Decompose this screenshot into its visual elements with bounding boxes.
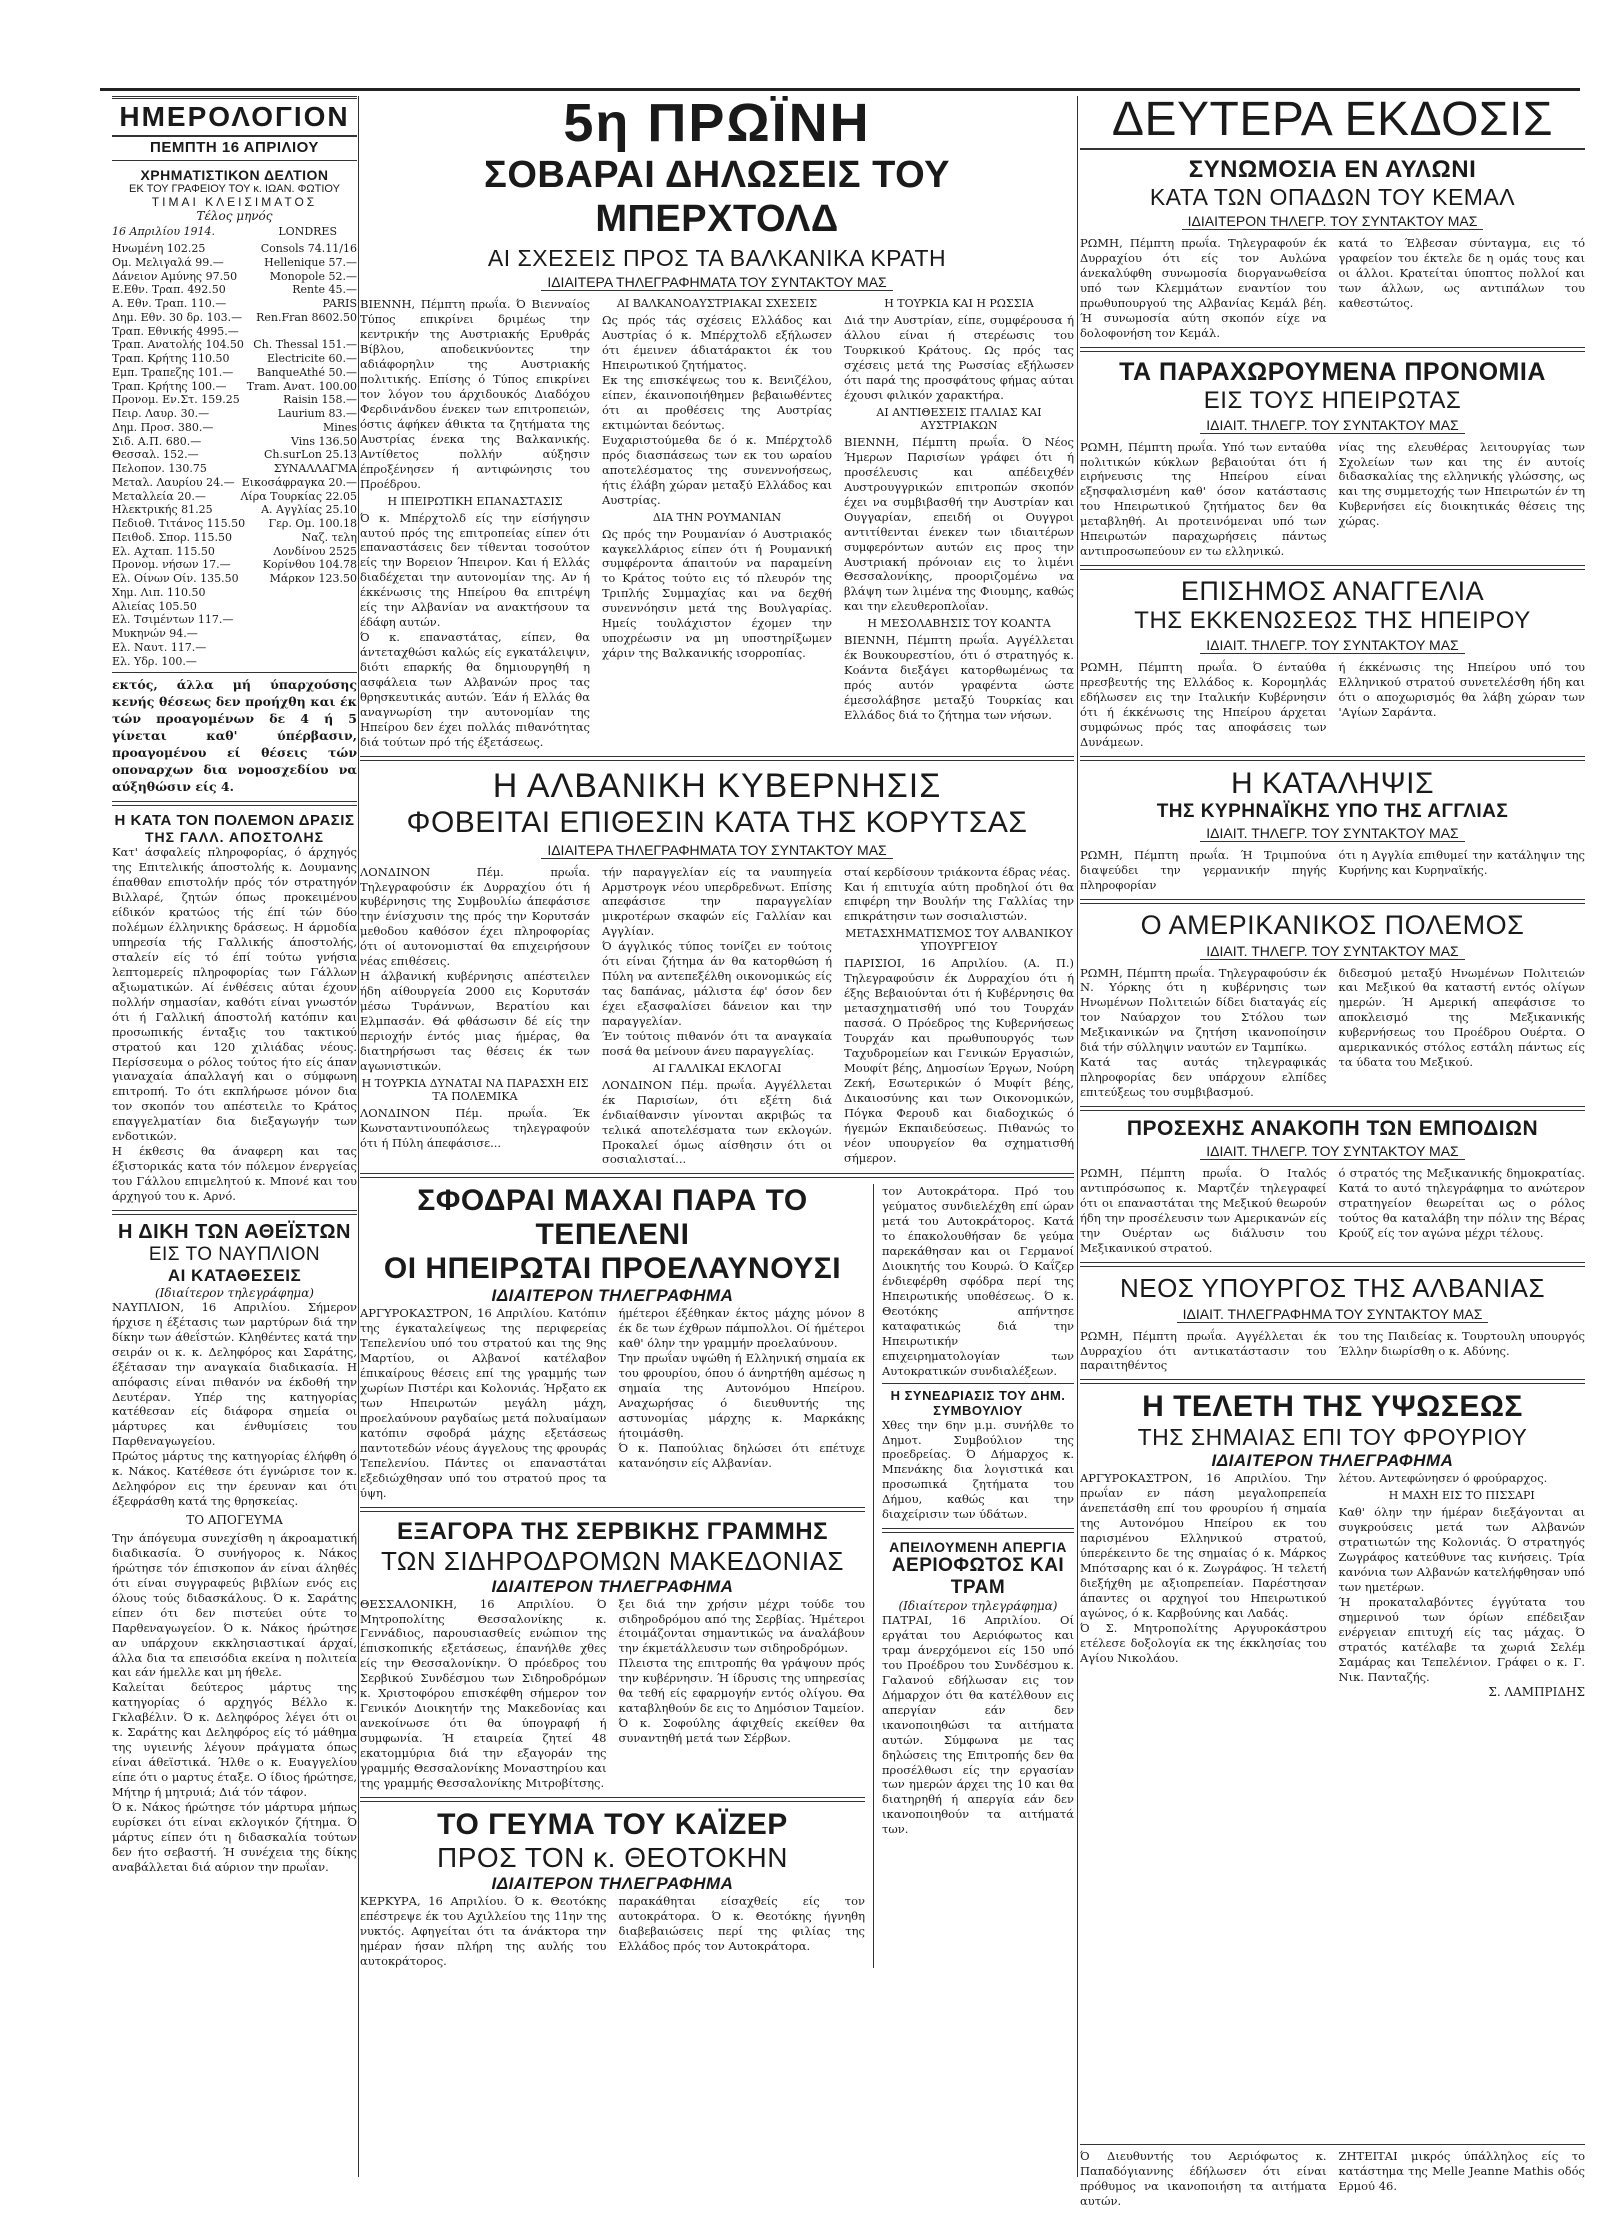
- american-war-text-1: ΡΩΜΗ, Πέμπτη πρωΐα. Τηλεγραφούσιν έκ Ν. Υόρκης ότι η κυβέρνησις των Ηνωμένων Πολιτειών δίδει διαταγάς είς τον Ναύαρχον του Στόλου των Μεξικανικών να ζητήση ικανοποίησιν διά τήν σύλληψιν ναυτών εν Ταμπίκω.: [1080, 965, 1327, 1055]
- headline-capture-2: ΤΗΣ ΚΥΡΗΝΑΪΚΗΣ ΥΠΟ ΤΗΣ ΑΓΓΛΙΑΣ: [1156, 800, 1509, 822]
- afternoon-text-3: Ό κ. Νάκος ήρώτησε τόν μάρτυρα μήπως ευρίσκει ότι είναι εκλογικόν ζήτημα. Ό μάρτυς είπεν ότι η διδασκαλία τούτων δεν ήτο σεβαστή. Ή συνέχεια της δίκης αναβάλλεται διά αύριον την πρωΐαν.: [112, 1799, 357, 1874]
- top-rule: [100, 88, 1580, 91]
- council-text: Χθες την 6ην μ.μ. συνήλθε το Δημοτ. Συμβούλιον της προεδρείας. Ό Δήμαρχος κ. Μπενάκης δια λογιστικά και προσωπικά ζητήματα του Δήμου, καθώς και την διαχείρισιν των ύδάτων.: [882, 1417, 1074, 1522]
- headline-new-minister: ΝΕΟΣ ΥΠΟΥΡΓΟΣ ΤΗΣ ΑΛΒΑΝΙΑΣ: [1119, 1272, 1546, 1303]
- stock-left: Αλιείας 105.50: [112, 599, 197, 613]
- stock-row: [112, 476, 357, 490]
- bulletin-sub2: ΤΙΜΑΙ ΚΛΕΙΣΙΜΑΤΟΣ: [151, 195, 318, 209]
- stock-left: Ομ. Μελιγαλά 99.—: [112, 255, 224, 269]
- stock-right: Consols 74.11/16: [260, 242, 357, 255]
- tepeleni-text-2: ήμέτεροι έξέθηκαν έκτος μάχης μόνον 8 έκ δε των έχθρων πάμπολλοι. Οί ήμέτεροι καθ' όλην την γραμμήν προελαύνουν.: [618, 1306, 865, 1351]
- headline-obstacles: ΠΡΟΣΕΧΗΣ ΑΝΑΚΟΠΗ ΤΩΝ ΕΜΠΟΔΙΩΝ: [1126, 1116, 1539, 1140]
- stock-left: Χημ. Λιπ. 110.50: [112, 585, 206, 599]
- headline-conspiracy: ΣΥΝΩΜΟΣΙΑ ΕΝ ΑΥΛΩΝΙ: [1188, 156, 1477, 183]
- flag-text-2: Ό Σ. Μητροπολίτης Αργυροκάστρου ετέλεσε δοξολογία εκ της έκκλησίας του Αγίου Νικολάου.: [1080, 1620, 1327, 1665]
- romania-text: Ως πρός την Ρουμανίαν ό Αυστριακός καγκελλάριος είπεν ότι ή Ρουμανική συμφέροντα άπαιτούν να παραμείνη το Κράτος τούτο εις τό πλευρόν της Τριπλής Συμμαχίας και να δεχθή συνεννόησιν μετά της Βουλγαρίας. Ημείς τουλάχιστον έχομεν την υποχρέωσιν να μη υποστηρίξωμεν χάριν της Βαλκανικής ισορροπίας.: [602, 526, 832, 661]
- stock-left: Μυκηνών 94.—: [112, 627, 198, 640]
- afternoon-text: Την άπόγευμα συνεχίσθη η άκροαματική διαδικασία. Ό συνήγορος κ. Νάκος ήρώτησε τόν έπισκοπον άν είναι άληθές ότι είναι συγγραφεύς βιβλίων ενός εις όλους τούς διδασκάλους. Ό κ. Σαράτης είπεν ότι δεν πιστεύει ούτε το Παρθεναγωγείον. Ό κ. Νάκος ήρώτησε αν υπάρχουν εκκλησιαστικαί άρχαί, άλλα δια τα επεισόδια εκείνα η πολιτεία και εάν ήμελλε και μη ήθελε.: [112, 1531, 357, 1680]
- headline-privileges-sub: ΙΔΙΑΙΤ. ΤΗΛΕΓΡ. ΤΟΥ ΣΥΝΤΑΚΤΟΥ ΜΑΣ: [1200, 417, 1464, 434]
- trial-text-2: Πρώτος μάρτυς της κατηγορίας έλήφθη ό κ. Νάκος. Κατέθεσε ότι έγνώρισε τον κ. Δεληφόρον εις την έρευναν και ότι έξεφράσθη κατά της θρησκείας.: [112, 1449, 357, 1509]
- headline-tepeleni-2: ΟΙ ΗΠΕΙΡΩΤΑΙ ΠΡΟΕΛΑΥΝΟΥΣΙ: [383, 1252, 842, 1286]
- strike-text: ΠΑΤΡΑΙ, 16 Απριλίου. Οί εργάται του Αεριόφωτος και τραμ άνερχόμενοι είς 150 υπό του Προέδρου του Συνδέσμου κ. Γαλανού εδήλωσαν εις τον Δήμαρχον ότι θα κατέλθουν εις απεργίαν εάν δεν ικανοποιηθώσι τα αιτήματα αυτών. Σύμφωνα με τας δηλώσεις της Επιτροπής δεν θα προσέλθωσι είς την εργασίαν των ημερών άρχει της 10 και θα διατηρηθή ή απεργία εάν δεν ικανοποιηθούν τα αιτήματά των.: [882, 1613, 1074, 1837]
- railway-text-1: ΘΕΣΣΑΛΟΝΙΚΗ, 16 Απριλίου. Ό Μητροπολίτης Θεσσαλονίκης κ. Γεννάδιος, παρουσιασθείς ενώπιον της έπισκοπικής εξετάσεως, έπανήλθε χθες είς την Θεσσαλονίκην. Ό πρόεδρος του Σερβικού Συνδέσμου των Σιδηροδρόμων κ. Χριστοφόρου επισκέφθη σήμερον τον Γενικόν Διοικητήν της Μακεδονίας και ανεκοίνωσε ότι θα ύπογραφή ή συμφωνία. Ή εταιρεία ζητεί 48 εκατομμύρια διά την εξαγοράν της γραμμής Θεσσαλονίκης Μοναστηρίου και της γραμμής Θεσσαλονίκης Μιτροβίτσης.: [360, 1596, 607, 1790]
- stock-row: [112, 490, 357, 504]
- berchtold-text-2: Ό κ. Μπέρχτολδ είς την είσήγησιν αυτού πρός της επιτροπείας είπεν ότι επαναστάσεις δεν τίθενται τοσούτον είς την Βορειον Ήπειρον. Και ή Ελλάς διαδέχεται την αυτονομίαν της. Αν ή έκκένωσις της Ηπείρου θα επιτρέψη είς την Αλβανίαν να ανακτήσουν τα έδάφη αυτών.: [360, 510, 590, 630]
- american-war-text-3: διδεσμού μεταξύ Ηνωμένων Πολιτειών και Μεξικού θα καταστή εντός ολίγων ημερών. Ή Αμερική απεφάσισε το αποκλεισμό της Μεξικανικής κυβερνήσεως του Προέδρου Ουέρτα. Ο αμερικανικός στόλος εστάλη πάντως είς τα ύδατα του Μεξικού.: [1338, 965, 1585, 1070]
- socialists-text: σταί κερδίσουν τριάκοντα έδρας νέας.: [844, 864, 1071, 879]
- stock-row: [112, 435, 357, 449]
- stock-row: [112, 531, 357, 545]
- capture-text-2: ότι η Αγγλία επιθυμεί την κατάληψιν της Κυρήνης και Κυρηναϊκής.: [1338, 847, 1585, 877]
- obstacles-text-2: ό στρατός της Μεξικανικής δημοκρατίας. Κατά το αυτό τηλεγράφημα το ανώτερον στρατηγείον θεωρείται ως ο ρόλος τούτος θα καταλάβη την πόλιν της Βέρας Κρούζ είς τον αγώνα μέχρι τέλους.: [1338, 1165, 1585, 1240]
- turkey-naval-text: ΛΟΝΔΙΝΟΝ Πέμ. πρωΐα. Έκ Κωνσταντινουπόλεως τηλεγραφούν ότι ή Πύλη άπεφάσισε...: [360, 1105, 590, 1150]
- turkey-naval-heading: Η ΤΟΥΡΚΙΑ ΔΥΝΑΤΑΙ ΝΑ ΠΑΡΑΣΧΗ ΕΙΣ ΤΑ ΠΟΛΕΜΙΚΑ: [361, 1076, 589, 1103]
- naval-order-text-3: Έν τούτοις πιθανόν ότι τα αναγκαία ποσά θα μείνουν άνευ παραγγελίας.: [602, 1028, 832, 1058]
- italy-austria-text: ΒΙΕΝΝΗ, Πέμπτη πρωΐα. Ό Νέος Ήμερων Παρισίων γράφει ότι ή προσέλευσις και απέδειχθέν Αυστρουγγρικών επιτροπών σκοπόν έχει να συμβιβασθή την Αυστρίαν και Ουγγαρίαν, επειδή οι Ουγγροι αντιτίθενται ένεκεν των ιδιαιτέρων συμφερόντων αυτών εις προς την Αυστριακή πρόνοιαν εις το λιμένι Θεσσαλονίκης, προοριζομένω να βλάψη των λιμένα της Φιουμης, καθώς και την ελευθεροπλοΐαν.: [844, 435, 1074, 614]
- stock-left: Σιδ. Α.Π. 680.—: [112, 434, 202, 448]
- stock-row: [112, 393, 357, 407]
- stock-row: [112, 627, 357, 641]
- stock-row: [112, 256, 357, 270]
- edition-title: 5η ΠΡΩΪΝΗ: [563, 96, 871, 153]
- middle-column: [360, 96, 1074, 2177]
- albania-text-1: ΛΟΝΔΙΝΟΝ Πέμ. πρωΐα. Τηλεγραφούσιν έκ Δυρραχίου ότι ή κυβέρνησις της Συμβουλίω άπεφάσισε την ένίσχυσιν της πρός την Κορυτσάν μεθοδου καθόσον έχει πληροφορίας ότι οί αυτονομισταί θα επιχειρήσουν νέας επιθέσεις.: [360, 864, 590, 969]
- evacuation-text-2: ή έκκένωσις της Ηπείρου υπό του Ελληνικού στρατού συνετελέσθη ήδη και ότι ο αποχωρισμός θα λάβη χώραν των 'Αγίων Σαράντα.: [1338, 660, 1585, 719]
- stock-left: Ελ. Υδρ. 100.—: [112, 654, 197, 668]
- privileges-text-2: νίας της ελευθέρας λειτουργίας των Σχολείων των και της έν αυτοίς διδασκαλίας της ελληνικής γλώσσης, ως και της συμμετοχής των Ηπειρωτών έν τη Κυβερνήσει είς διοικητικάς θέσεις της χώρας.: [1338, 439, 1585, 529]
- stock-right: Laurium 83.—: [277, 407, 357, 420]
- stock-left: Μεταλλεία 20.—: [112, 489, 206, 503]
- headline-kaiser: ΤΟ ΓΕΥΜΑ ΤΟΥ ΚΑΪΖΕΡ: [437, 1807, 788, 1841]
- headline-evacuation: ΕΠΙΣΗΜΟΣ ΑΝΑΓΓΕΛΙΑ: [1180, 576, 1485, 607]
- war-action-text-2: Η έκθεσις θα άναφερη και τας έξιστορικάς κατα τόν πόλεμον ένεργείας του Γάλλου επιμελητού κ. Μπονέ και του άρχηγού του κ. Αρνό.: [112, 1144, 357, 1203]
- tepeleni-text-4: Ό κ. Παπούλιας δηλώσει ότι επέτυχε κατανόησιν είς Αλβανίαν.: [618, 1440, 865, 1470]
- stock-right: ΣΥΝΑΛΛΑΓΜΑ: [273, 462, 357, 475]
- stock-right: Α. Αγγλίας 25.10: [261, 503, 357, 517]
- flag-text-3: λέτου. Αντεφώνησεν ό φρούραρχος.: [1338, 1471, 1548, 1486]
- stock-table: [112, 242, 357, 668]
- headline-war-action: Η ΚΑΤΑ ΤΟΝ ΠΟΛΕΜΟΝ ΔΡΑΣΙΣ: [114, 812, 355, 830]
- stock-left: Ελ. Οίνων Οίν. 135.50: [112, 572, 239, 585]
- headline-council: Η ΣΥΝΕΔΡΙΑΣΙΣ ΤΟΥ ΔΗΜ. ΣΥΜΒΟΥΛΙΟΥ: [890, 1387, 1066, 1418]
- french-elections-heading: ΑΙ ΓΑΛΛΙΚΑΙ ΕΚΛΟΓΑΙ: [652, 1061, 782, 1075]
- evacuation-text-1: ΡΩΜΗ, Πέμπτη πρωΐα. Ό ένταύθα πρεσβευτής της Ελλάδος κ. Κορομηλάς εδήλωσεν εις την Ιταλικήν Κυβέρνησιν ότι ή έκκένωσις της Ηπείρου άρχεται συμφώνως πρός τας αποφάσεις των Δυνάμεων.: [1080, 660, 1327, 749]
- stock-left: Ε.Εθν. Τραπ. 492.50: [112, 283, 226, 297]
- french-elections-text: ΛΟΝΔΙΝΟΝ Πέμ. πρωΐα. Αγγέλλεται έκ Παρισίων, ότι εξέτη διά ένδιαίθανσιν γίνονται ακριβώς τα τελικά αποτελέσματα των εκλογών. Προκαλεί όμως αίσθησιν ότι οι σοσιαλισταί...: [602, 1077, 832, 1167]
- naval-order-text-2: Ό άγγλικός τύπος τονίζει εν τούτοις ότι είναι ζήτημα άν θα κατορθώση ή Πύλη να αντεπεξέλθη οικονομικώς είς τας δαπάνας, μάλιστα έφ' όσον δεν έχει εξασφαλίσει δάνειον και την παραγγελίαν.: [602, 939, 832, 1028]
- stock-row: [112, 572, 357, 586]
- stock-right: Tram. Aνατ. 100.00: [246, 379, 357, 393]
- stock-row: [112, 655, 357, 669]
- stock-row: [112, 380, 357, 394]
- kaiser-continued-text: τον Αυτοκράτορα. Πρό του γεύματος συνδιελέχθη επί ώραν μετά του Αυτοκράτορος. Κατά το έπακολουθήσαν δε γεύμα παρεκάθησαν και οι Γερμανοί Διοικητής του Κουρώ. Ό Καΐζερ ένδιεφέρθη σφόδρα περί της Ηπειρωτικής υποθέσεως. Ό κ. Θεοτόκης απήντησε καταφατικώς διά την Ηπειρωτικήν επιχειρηματολογίαν των Αυτοκρατικών συνδιαλέξεων.: [882, 1184, 1074, 1378]
- stock-left: Εμπ. Τραπεζης 101.—: [112, 365, 234, 379]
- stock-right: Raisin 158.—: [283, 393, 357, 407]
- stock-right: Λίρα Τουρκίας 22.05: [240, 489, 357, 503]
- privileges-text-1: ΡΩΜΗ, Πέμπτη πρωΐα. Υπό των ενταύθα πολιτικών κύκλων βεβαιούται ότι ή ειρήνευσις της Ηπείρου είναι εξησφαλισμένη καθ' όσον κατάστασις του Ηπειρωτικού ζητήματος δεν θα μεταβληθή. Αι προτεινόμεναι υπό των Ηπειρωτών παραχωρήσεις πάντως αντιπροσωπεύουν εν τω ελληνικώ.: [1080, 439, 1327, 559]
- albanian-cabinet-text: ΠΑΡΙΣΙΟΙ, 16 Απριλίου. (Α. Π.) Τηλεγραφούσιν έκ Δυρραχίου ότι ή έξης Βεβαιούνται ότι ή Κυβέρνησις θα μετασχηματισθή υπό του Τουρχάν πασσά. Ο Πρόεδρος της Κυβερνήσεως Τουρχάν και πρωθυπουργός των Ταχυδρομείων και Γενικών Εργασιών, Μουφίτ βέης, Δημοσίων Έργων, Νούρη Ζεκή, Εσωτερικών ό Μυφίτ βέης, Δικαιοσύνης και των Οικονομικών, Πόγκα Φερουδ και διαδοχικώς ό ήγεμών Εκπαιδεύσεως. Πιθανώς το νέον υπουργείον θα σχηματισθή σήμερον.: [844, 956, 1074, 1165]
- conspiracy-text-1: ΡΩΜΗ, Πέμπτη πρωΐα. Τηλεγραφούν έκ Δυρραχίου ότι είς τον Αυλώνα άνεκαλύφθη συνωμοσία διοργανωθείσα υπό των Κλεμμάτων εναντίον του πρωθυπουργού της Αλβανίας Κεμάλ βέη. Ή συνωμοσία αύτη σκοπόν είχε να δολοφονήση τον Κεμάλ.: [1080, 236, 1327, 340]
- war-action-text: Κατ' άσφαλείς πληροφορίας, ό άρχηγός της Επιτελικής άποστολής κ. Δουμανης έπαθθαν επιστολήν πρός τόν στρατηγόν Βιλλαρέ, ζητών όπως προκειμένου είδικόν κρατώος τής έπί τών δύο πολέμων έλληνικης δράσεως. Η άρμοδία υπηρεσία τής Γαλλικής άποστολής, σταλείν είς τό έπί τούτω γνήσια λεπτομερείς πληροφορίας των Γάλλων αξιωματικών. Αί ένθέσεις αύται έχουν πολλήν σημασίαν, καθότι είναι γνωστόν ότι ή Γαλλική άποστολή κατόπιν και προσωπικής ένταξις του τακτικού στρατού και 120 χιλιάδας νέους. Περίσσευμα ο ρόλος τούτος ήτο είς άπαν γιαναχαία άπαλλαγή και ο σύμφωνη επιτροπή. Το ότι εκπλήρωσε μόνον δια τον σκοπόν του απέστειλε το Κράτος επαγγελματίαν δια διεξαγωγήν των ενδοτικών.: [112, 845, 357, 1144]
- second-edition-title: ΔΕΥΤΕΡΑ ΕΚΔΟΣΙΣ: [1080, 96, 1585, 150]
- kaiser-text-2: παρακάθηται είσαχθείς είς τον αυτοκράτορα. Ό κ. Θεοτόκης ήγνηθη διαβεβαιώσεις περί της φιλίας της Ελλάδος πρός τον Αυτοκράτορα.: [618, 1893, 865, 1953]
- headline-strike: ΑΠΕΙΛΟΥΜΕΝΗ ΑΠΕΡΓΙΑ: [889, 1539, 1067, 1556]
- railway-text-2: ξει διά την χρήσιν μέχρι τούδε του σιδηροδρόμου από της Σερβίας. Ήμέτεροι έτοιμάζονται σημαντικώς να άναλάβουν την έκμετάλλευσιν των σιδηροδρόμων.: [618, 1596, 865, 1656]
- flag-text-1: ΑΡΓΥΡΟΚΑΣΤΡΟΝ, 16 Απριλίου. Την πρωΐαν εν πάση μεγαλοπρεπεία άνεπετάσθη επί του φρουρίου ή σημαία της Αυτονόμου Ηπείρου εκ του παρισμένου Ελληνικού στρατού, ύπερέκειντο δε της σημαίας ό κ. Μάρκος Μπότσαρης και ό κ. Ζωγράφος. Ή τελετή διεξήχθη με αξιοπρεπείαν. Παρέστησαν άπαντες οι αρχηγοί του Ηπειρωτικού αγώνος, ό κ. Καρβούνης και Λαδάς.: [1080, 1471, 1327, 1620]
- bottom-ads: [1080, 2140, 1585, 2209]
- stock-right: PARIS: [322, 297, 357, 310]
- stock-right: Vins 136.50: [291, 434, 357, 448]
- headline-trial-2: ΕΙΣ ΤΟ ΝΑΥΠΛΙΟΝ: [148, 1243, 321, 1265]
- headline-railway-sub: ΙΔΙΑΙΤΕΡΟΝ ΤΗΛΕΓΡΑΦΗΜΑ: [491, 1576, 734, 1596]
- stock-left: Προνομ. νήσων 17.—: [112, 558, 231, 572]
- turkey-russia-heading: Η ΤΟΥΡΚΙΑ ΚΑΙ Η ΡΩΣΣΙΑ: [884, 297, 1034, 311]
- right-column: [1080, 96, 1585, 2177]
- railway-text-4: Ό κ. Σοφούλης άφιχθείς εκείθεν θα συναντηθή μετά των Σέρβων.: [618, 1716, 865, 1745]
- conspiracy-text-2: κατά το Έλβεσαν σύνταγμα, εις τό γραφείον του έκτελε δε η ομάς τους και οι άλλοι. Κρατείται ύποπτος πολλοί και των άλλων, ως αντιπάλων του καθεστώτος.: [1338, 236, 1585, 310]
- headline-albanian-govt-2: ΦΟΒΕΙΤΑΙ ΕΠΙΘΕΣΙΝ ΚΑΤΑ ΤΗΣ ΚΟΡΥΤΣΑΣ: [406, 805, 1028, 839]
- stock-left: Τραπ. Εθνικής 4995.—: [112, 324, 239, 338]
- headline-conspiracy-sub: ΙΔΙΑΙΤΕΡΟΝ ΤΗΛΕΓΡ. ΤΟΥ ΣΥΝΤΑΚΤΟΥ ΜΑΣ: [1182, 213, 1484, 230]
- headline-capture-sub: ΙΔΙΑΙΤ. ΤΗΛΕΓΡ. ΤΟΥ ΣΥΝΤΑΚΤΟΥ ΜΑΣ: [1200, 825, 1464, 842]
- stock-row: [112, 586, 357, 600]
- italy-austria-heading: ΑΙ ΑΝΤΙΘΕΣΕΙΣ ΙΤΑΛΙΑΣ ΚΑΙ ΑΥΣΤΡΙΑΚΩΝ: [876, 406, 1042, 432]
- pissari-battle-heading: Η ΜΑΧΗ ΕΙΣ ΤΟ ΠΙΣΣΑΡΙ: [1388, 1489, 1535, 1503]
- stock-left: Πελοπον. 130.75: [112, 462, 207, 475]
- date-line: ΠΕΜΠΤΗ 16 ΑΠΡΙΛΙΟΥ: [112, 137, 357, 161]
- stock-row: [112, 448, 357, 462]
- capture-text-1: ΡΩΜΗ, Πέμπτη πρωΐα. Ή Τριμπούνα διαψεύδει την γερμανικήν πηγής πληροφορίαν: [1080, 847, 1327, 892]
- stock-right: Hellenique 57.—: [264, 255, 357, 269]
- headline-tepeleni-sub: ΙΔΙΑΙΤΕΡΟΝ ΤΗΛΕΓΡΑΦΗΜΑ: [491, 1286, 734, 1306]
- balkan-text-2: Εκ της επισκέψεως του κ. Βενιζέλου, είπεν, έκαινοποιήθημεν βεβαιωθέντες ότι αι προθέσεις της Αυστρίας εκτιμώνται δεόντως.: [602, 373, 832, 432]
- bulletin-sub: ΕΚ ΤΟΥ ΓΡΑΦΕΙΟΥ ΤΟΥ κ. ΙΩΑΝ. ΦΩΤΙΟΥ: [129, 183, 340, 195]
- stock-row: [112, 242, 357, 256]
- balkan-text-1: Ως πρός τάς σχέσεις Ελλάδος και Αυστρίας ό κ. Μπέρχτολδ εξήλωσεν ότι έμεινεν άδιατάρακτοι έκ του Ηπειρωτικού ζητήματος.: [602, 313, 832, 373]
- column-rule: [358, 96, 359, 2177]
- flag-text-4: Καθ' όλην την ήμέραν διεξάγονται αι συγκρούσεις μετά των Αλβανών στρατιωτών της Κολονιάς. Ό στρατηγός Ζωγράφος κατεύθυνε τας κινήσεις. Τρία κανόνια των Αλβανών κατελήφθησαν υπό των ημετέρων.: [1338, 1505, 1585, 1594]
- headline-american-war-sub: ΙΔΙΑΙΤ. ΤΗΛΕΓΡ. ΤΟΥ ΣΥΝΤΑΚΤΟΥ ΜΑΣ: [1200, 943, 1464, 960]
- obstacles-text-1: ΡΩΜΗ, Πέμπτη πρωΐα. Ό Ιταλός αντιπρόσωπος κ. Μαρτζέν τηλεγραφεί ότι οι επαναστάται της Μεξικού θεωρούν ήδη την προσέλευσιν των Αμερικανών είς την Ουέρταν ως διάλυσιν του Μεξικανικού στρατού.: [1080, 1165, 1327, 1255]
- strike-sub: (Ιδιαίτερον τηλεγράφημα): [898, 1599, 1058, 1614]
- stock-row: [112, 558, 357, 572]
- stock-row: [112, 517, 357, 531]
- stock-right: Ναζ. τελη: [301, 530, 357, 544]
- stock-left: Μεταλ. Λαυρίου 24.—: [112, 475, 235, 489]
- stock-left: Δημ. Εθν. 30 δρ. 103.—: [112, 310, 243, 324]
- headline-conspiracy-2: ΚΑΤΑ ΤΩΝ ΟΠΑΔΩΝ ΤΟΥ ΚΕΜΑΛ: [1149, 184, 1516, 210]
- headline-evacuation-sub: ΙΔΙΑΙΤ. ΤΗΛΕΓΡ. ΤΟΥ ΣΥΝΤΑΚΤΟΥ ΜΑΣ: [1200, 637, 1464, 654]
- headline-afternoon: ΤΟ ΑΠΟΓΕΥΜΑ: [186, 1513, 283, 1527]
- balkan-relations-heading: ΑΙ ΒΑΛΚΑΝΟΑΥΣΤΡΙΑΚΑΙ ΣΧΕΣΕΙΣ: [616, 297, 818, 311]
- railway-text-3: Πλειστα της επιτροπής θα γράψουν πρός την κυβέρνησιν. Ή ίδρυσις της υπηρεσίας θα τεθή είς εφαρμογήν εντός ολίγου. Θα καταβληθούν δε εις το Δημόσιον Ταμείον.: [618, 1656, 865, 1716]
- stock-row: [112, 270, 357, 284]
- calendar-title: ΗΜΕΡΟΛΟΓΙΟΝ: [112, 96, 357, 137]
- headline-berchtold: ΣΟΒΑΡΑΙ ΔΗΛΩΣΕΙΣ ΤΟΥ ΜΠΕΡΧΤΟΛΔ: [484, 154, 950, 240]
- bulletin-sub3: Τέλος μηνός: [196, 209, 273, 223]
- headline-railway: ΕΞΑΓΟΡΑ ΤΗΣ ΣΕΡΒΙΚΗΣ ΓΡΑΜΜΗΣ: [396, 1517, 829, 1545]
- headline-strike-2: ΑΕΡΙΟΦΩΤΟΣ ΚΑΙ ΤΡΑΜ: [891, 1555, 1065, 1599]
- afternoon-text-2: Καλείται δεύτερος μάρτυς της κατηγορίας ό αρχηγός Βέλλο κ. Γκλαβέλιν. Ό κ. Δεληφόρος λέγει ότι οι κ. Σαράτης και Δεληφόρος είς τό μάθημα της υγιεινής λέγουν πράγματα όπως είναι άθεϊστικά. Ήλθε ο κ. Ευαγγελίου είπε ότι ο μαρτυς έταξε. Ο ίδιος ήρώτησε, Μήτηρ ή μητρυιά; Διά τόν τάφον.: [112, 1680, 357, 1799]
- stock-row: [112, 613, 357, 627]
- headline-privileges-2: ΕΙΣ ΤΟΥΣ ΗΠΕΙΡΩΤΑΣ: [1203, 386, 1462, 414]
- headline-flag-ceremony-2: ΤΗΣ ΣΗΜΑΙΑΣ ΕΠΙ ΤΟΥ ΦΡΟΥΡΙΟΥ: [1137, 1424, 1528, 1451]
- stock-row: [112, 641, 357, 655]
- bulletin-title: ΧΡΗΜΑΤΙΣΤΙΚΟΝ ΔΕΛΤΙΟΝ: [140, 167, 329, 183]
- stock-row: [112, 325, 357, 339]
- balkan-text-3: Ευχαριστούμεθα δε ό κ. Μπέρχτολδ πρός διασπάσεως των εκ του ωραίου αποτελέσματος της συνεννοήσεως, ήτις έλάβη χώραν μεταξύ Ελλάδος και Αυστρίας.: [602, 432, 832, 507]
- stock-left: Προνομ. Εν.Στ. 159.25: [112, 393, 240, 407]
- tepeleni-text-3: Την πρωΐαν υψώθη ή Ελληνική σημαία εκ του φρουρίου, όπου ό άνηρτήθη αμέσως η σημαία της Αυτονόμου Ηπείρου. Αναχωρήσας ό διευθυντής της αστυνομίας μάρχης κ. Μαρκάκης ήτοιμάσθη.: [618, 1351, 865, 1440]
- headline-berchtold-sub: ΙΔΙΑΙΤΕΡΑ ΤΗΛΕΓΡΑΦΗΜΑΤΑ ΤΟΥ ΣΥΝΤΑΚΤΟΥ ΜΑΣ: [541, 274, 892, 291]
- ad-text-2: ΖΗΤΕΙΤΑΙ μικρός ύπάλληλος είς το κατάστημα της Melle Jeanne Mathis οδός Ερμού 46.: [1338, 2149, 1585, 2193]
- flag-text-5: Ή προκαταλαβόντες έγγύτατα του σημερινού των όρίων επέδειξαν ενέργειαν επιτυχή είς τας μάχας. Ό στρατός κατέλαβε τα χωριά Σελέμ Σαμάρας και Τεπελένιον. Γράφει ο κ. Γ. Νικ. Πανταζής.: [1338, 1594, 1585, 1684]
- albania-text-2: Η άλβανική κυβέρνησις απέστειλεν ήδη αίθουργεία 2000 εις Κορυτσάν μέσω Τυράννων, Βερατίου και Ελμπασάν. Θά φθάσωσιν δέ είς την περιοχήν έντός μιας ήμέρας, θα διατηρήσωσι τας θέσεις έκ των αγωνιστικών.: [360, 969, 590, 1073]
- tepeleni-text-1: ΑΡΓΥΡΟΚΑΣΤΡΟΝ, 16 Απριλίου. Κατόπιν της έγκαταλείψεως της περιφερείας Τεπελενίου υπό του στρατού και της 9ης Μαρτίου, οι Αλβανοί κατέλαβον έπικαίρους θέσεις επί της γραμμής των χωρίων Πιστέρι και Κολονιάς. Ήρξατο εκ των Ηπειρωτών μεγάλη μάχη, προελαύνουν ραγδαίως μετά πολυαίμαων κατόπιν σφοδρά μάχης εξετάσεως παντοτεδών νέους άγγελους της φρουράς Τεπελενίου. Πάντες οι επαναστάται εξεδιώχθησαν υπό του στρατού προς τα ύψη.: [360, 1306, 607, 1500]
- berchtold-text-3: Ό κ. επαναστάτας, είπεν, θα άντεταχθώσι καλώς είς εγκατάλειψιν, διότι επαρκής θα δημιουργηθή η ασφάλεια των Αλβανών προς τας θρησκευτικάς αυτών. Έάν ή Ελλάς θα αναγνωρίση την αυτονομίαν της Ηπείρου δεν έχει πολλάς πιθανότητας διά τούτων πρό τής έξετάσεως.: [360, 630, 590, 749]
- stock-row: [112, 421, 357, 435]
- stock-left: Ελ. Τσιμέντων 117.—: [112, 613, 234, 627]
- trial-sub: (Ιδιαίτερον τηλεγράφημα): [154, 1285, 314, 1300]
- stock-right: Κορίνθου 104.78: [262, 558, 357, 572]
- stock-row: [112, 545, 357, 559]
- notice-text: εκτός, άλλα μή ύπαρχούσης κενής θέσεως δεν προήχθη και έκ τών προαγομένων δε 4 ή 5 γίνεται καθ' ύπέρβασιν, προαγομένου εί θέσεις τών οποναρχων δια νομοσχεδίου να αύξηθώσιν είς 4.: [112, 677, 357, 794]
- stock-row: [112, 338, 357, 352]
- coanda-text: ΒΙΕΝΝΗ, Πέμπτη πρωΐα. Αγγέλλεται έκ Βουκουρεστίου, ότι ό στρατηγός κ. Κοάντα διεξάγει κατορθωμένως τα πρός αυτόν γραφέντα ώστε έμεσολάβησε μεταξύ Τουρκίας και Ελλάδος διά το ζήτημα των νήσων.: [844, 633, 1074, 722]
- stock-left: Δάνειον Αμύνης 97.50: [112, 269, 238, 283]
- stock-left: Θεσσαλ. 152.—: [112, 448, 199, 462]
- headline-obstacles-sub: ΙΔΙΑΙΤ. ΤΗΛΕΓΡ. ΤΟΥ ΣΥΝΤΑΚΤΟΥ ΜΑΣ: [1200, 1143, 1464, 1160]
- berchtold-text-1: ΒΙΕΝΝΗ, Πέμπτη πρωΐα. Ό Βιενναίος Τύπος επικρίνει δριμέως την κεντρικήν της Αυστριακής Ερυθράς Βίβλου, αποδεικνύοντες την αδιάφορηλιν της Αυστριακής πολιτικής. Επίσης ό Τύπος επικρίνει τον λόγον του άρχιδουκός Διαδόχου Φερδινάνδου ένεκεν των επιτροπειών, όστις άφήκεν άθικτα τα ζητήματα της Αυστρίας ένεκα της Βαλκανικής. Αντίθετος πολλήν αύξησιν έπροξένησεν ή αντιφώνησις του Προέδρου.: [360, 297, 590, 491]
- headline-kaiser-2: ΠΡΟΣ ΤΟΝ κ. ΘΕΟΤΟΚΗΝ: [437, 1841, 788, 1873]
- epirus-revolution-heading: Η ΙΠΕΙΡΩΤΙΚΗ ΕΠΑΝΑΣΤΑΣΙΣ: [387, 494, 563, 508]
- headline-albanian-govt-sub: ΙΔΙΑΙΤΕΡΑ ΤΗΛΕΓΡΑΦΗΜΑΤΑ ΤΟΥ ΣΥΝΤΑΚΤΟΥ ΜΑΣ: [541, 842, 892, 859]
- headline-flag-ceremony: Η ΤΕΛΕΤΗ ΤΗΣ ΥΨΩΣΕΩΣ: [1142, 1390, 1523, 1424]
- stock-row: [112, 297, 357, 311]
- stock-left: Πειρ. Λαυρ. 30.—: [112, 407, 210, 420]
- london-label: LONDRES: [278, 225, 337, 238]
- headline-war-action-2: ΤΗΣ ΓΑΛΛ. ΑΠΟΣΤΟΛΗΣ: [144, 829, 325, 846]
- naval-order-text: τήν παραγγελίαν είς τα ναυπηγεία Αρμστρογκ νέου υπερδρεδνωτ. Επίσης απεφάσισε την παραγγελίαν μικροτέρων σκαφών είς Γαλλίαν και Αγγλίαν.: [602, 864, 832, 939]
- stock-left: Δημ. Προσ. 380.—: [112, 420, 214, 434]
- kaiser-text-1: ΚΕΡΚΥΡΑ, 16 Απριλίου. Ό κ. Θεοτόκης επέστρεψε έκ του Αχιλλείου της 11ην της νυκτός. Αφηγείται ότι τα άνάκτορα την ημέραν ήσαν πλήρη της αυλής του αυτοκράτορος.: [360, 1893, 607, 1968]
- stock-left: Πεδιοθ. Τιτάνος 115.50: [112, 517, 246, 530]
- headline-american-war: Ο ΑΜΕΡΙΚΑΝΙΚΟΣ ΠΟΛΕΜΟΣ: [1140, 909, 1525, 940]
- new-minister-text-2: του της Παιδείας κ. Τουρτουλη υπουργός Έλλην διωρίσθη ο κ. Αδύνης.: [1338, 1328, 1585, 1358]
- stock-right: Λονδίνου 2525: [273, 544, 357, 558]
- albanian-cabinet-heading: ΜΕΤΑΣΧΗΜΑΤΙΣΜΟΣ ΤΟΥ ΑΛΒΑΝΙΚΟΥ ΥΠΟΥΡΓΕΙΟΥ: [845, 927, 1073, 954]
- trial-text: ΝΑΥΠΛΙΟΝ, 16 Απριλίου. Σήμερον ήρχισε η έξέτασις των μαρτύρων διά την δίκην των άθεΐστών. Κληθέντες κατά την σειράν οι κ. κ. Δεληφόρος και Σαράτης, έξέτασαν την αναγκαία διαδικασία. Η απόφασις είναι πιθανόν να έκδοθή την Δευτέραν. Υπέρ της κατηγορίας κατέθεσαν είς διάφορα σημεία οι μάρτυρες και ένθυμίσεις του Παρθεναγωγείου.: [112, 1299, 357, 1449]
- headline-railway-2: ΤΩΝ ΣΙΔΗΡΟΔΡΟΜΩΝ ΜΑΚΕΔΟΝΙΑΣ: [381, 1545, 844, 1576]
- stock-row: [112, 311, 357, 325]
- left-column: [112, 96, 357, 2177]
- bulletin-date: 16 Απριλίου 1914.: [112, 225, 216, 238]
- new-minister-text-1: ΡΩΜΗ, Πέμπτη πρωΐα. Αγγέλλεται έκ Δυρραχίου ότι αντικατάστασιν του παραιτηθέντος: [1080, 1328, 1327, 1373]
- headline-new-minister-sub: ΙΔΙΑΙΤ. ΤΗΛΕΓΡΑΦΗΜΑ ΤΟΥ ΣΥΝΤΑΚΤΟΥ ΜΑΣ: [1177, 1306, 1489, 1323]
- stock-row: [112, 352, 357, 366]
- stock-row: [112, 600, 357, 614]
- headline-evacuation-2: ΤΗΣ ΕΚΚΕΝΩΣΕΩΣ ΤΗΣ ΗΠΕΙΡΟΥ: [1134, 607, 1531, 635]
- socialists-text-2: Και ή επιτυχία αύτη προδηλοί ότι θα επιφέρη την Βουλήν της Γαλλίας την επικράτησιν των σοσιαλιστών.: [844, 879, 1074, 924]
- stock-right: Ch. Thessal 151.—: [253, 338, 357, 352]
- stock-right: Ren.Fran 8602.50: [256, 310, 357, 324]
- turkey-russia-text: Διά την Αυστρίαν, είπε, συμφέρουσα ή άλλου είναι ή στερέωσις του Τουρκικού Κράτους. Ως πρός τας σχέσεις μετά της Ρωσσίας εξήλωσεν ότι παρά της προσφάτους φήμας αύται έχουσι φιλικόν χαρακτήρα.: [844, 313, 1074, 403]
- stock-right: Ch.surLon 25.13: [264, 448, 357, 462]
- stock-right: Εικοσάφραγκα 20.—: [241, 475, 357, 489]
- headline-trial: Η ΔΙΚΗ ΤΩΝ ΑΘΕΪΣΤΩΝ: [118, 1220, 351, 1243]
- stock-left: Πειθοδ. Σπορ. 115.50: [112, 530, 233, 544]
- stock-left: Τραπ. Ανατολής 104.50: [112, 338, 244, 352]
- stock-right: BanqueAthé 50.—: [256, 365, 357, 379]
- stock-left: Ηνωμένη 102.25: [112, 242, 206, 255]
- stock-right: Monopole 52.—: [269, 269, 357, 283]
- romania-heading: ΔΙΑ ΤΗΝ ΡΟΥΜΑΝΙΑΝ: [652, 510, 782, 524]
- stock-row: [112, 407, 357, 421]
- american-war-text-2: Κατά τας αυτάς τηλεγραφικάς πληροφορίας δεν υπάρχουν ελπίδες επιτεύξεως του συμβιβασμού.: [1080, 1055, 1327, 1099]
- stock-row: [112, 503, 357, 517]
- stock-row: [112, 462, 357, 476]
- stock-right: Μάρκον 123.50: [269, 572, 357, 585]
- stock-row: [112, 366, 357, 380]
- headline-albanian-govt: Η ΑΛΒΑΝΙΚΗ ΚΥΒΕΡΝΗΣΙΣ: [492, 766, 942, 805]
- coanda-heading: Η ΜΕΣΟΛΑΒΗΣΙΣ ΤΟΥ ΚΟΑΝΤΑ: [867, 617, 1051, 631]
- stock-right: Mines: [322, 420, 357, 434]
- stock-left: Α. Εθν. Τραπ. 110.—: [112, 297, 227, 310]
- stock-row: [112, 283, 357, 297]
- headline-flag-ceremony-sub: ΙΔΙΑΙΤΕΡΟΝ ΤΗΛΕΓΡΑΦΗΜΑ: [1211, 1451, 1454, 1471]
- stock-left: Ηλεκτρικής 81.25: [112, 503, 213, 517]
- headline-trial-3: ΑΙ ΚΑΤΑΘΕΣΕΙΣ: [167, 1265, 302, 1285]
- stock-left: Τραπ. Κρήτης 110.50: [112, 352, 230, 365]
- headline-capture: Η ΚΑΤΑΛΗΨΙΣ: [1230, 766, 1435, 800]
- stock-left: Ελ. Αχταπ. 115.50: [112, 544, 215, 558]
- stock-right: Electricite 60.—: [266, 352, 357, 365]
- headline-berchtold-2: ΑΙ ΣΧΕΣΕΙΣ ΠΡΟΣ ΤΑ ΒΑΛΚΑΝΙΚΑ ΚΡΑΤΗ: [487, 245, 947, 272]
- stock-left: Ελ. Ναυτ. 117.—: [112, 640, 207, 654]
- signature: Σ. ΛΑΜΠΡΙΔΗΣ: [1488, 1684, 1585, 1699]
- headline-kaiser-sub: ΙΔΙΑΙΤΕΡΟΝ ΤΗΛΕΓΡΑΦΗΜΑ: [491, 1873, 734, 1893]
- column-rule: [1077, 96, 1078, 2177]
- headline-privileges: ΤΑ ΠΑΡΑΧΩΡΟΥΜΕΝΑ ΠΡΟΝΟΜΙΑ: [1119, 357, 1546, 386]
- ad-text-1: Ό Διευθυντής του Αεριόφωτος κ. Παπαδόγιαννης έδήλωσεν ότι είναι πρόθυμος να ικανοποιήση τα αιτήματα αυτών.: [1080, 2149, 1327, 2208]
- headline-tepeleni: ΣΦΟΔΡΑΙ ΜΑΧΑΙ ΠΑΡΑ ΤΟ ΤΕΠΕΛΕΝΙ: [417, 1184, 808, 1252]
- stock-left: Τραπ. Κρήτης 100.—: [112, 379, 227, 393]
- stock-right: Rente 45.—: [292, 283, 357, 297]
- stock-right: Γερ. Ομ. 100.18: [268, 517, 357, 530]
